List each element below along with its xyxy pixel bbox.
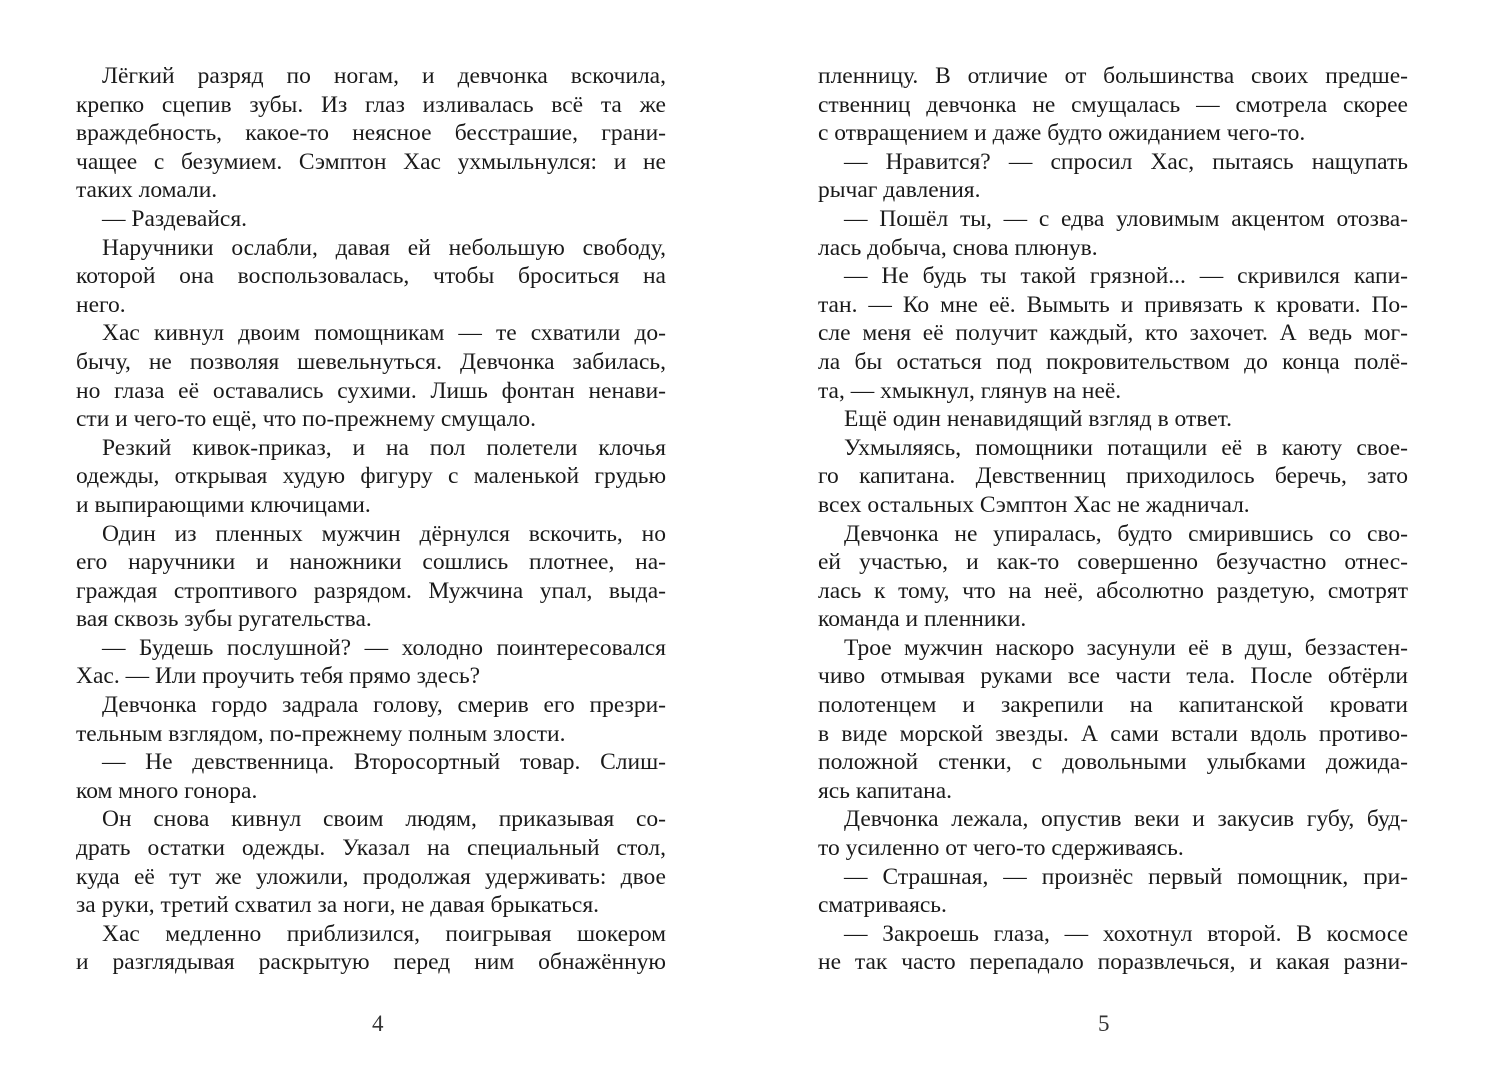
left-page-text (76, 62, 666, 977)
text-line: которой она воспользовалась, чтобы броситься на (76, 263, 666, 290)
text-line: рычаг давления. (818, 177, 981, 204)
text-line: Ухмыляясь, помощники потащили её в каюту свое- (844, 434, 1408, 461)
right-page-text (818, 62, 1408, 977)
text-line: ком много гонора. (76, 777, 258, 804)
text-line: го капитана. Девственниц приходилось беречь, зато (818, 463, 1408, 490)
text-line: ей участью, и как-то совершенно безучастно отнес- (818, 549, 1408, 576)
text-line: команда и пленники. (818, 606, 1027, 633)
text-line: — Пошёл ты, — с едва уловимым акцентом отозва- (844, 205, 1408, 232)
text-line: Он снова кивнул своим людям, приказывая со- (102, 806, 666, 833)
text-line: — Раздевайся. (102, 205, 248, 232)
text-line: Хас. — Или проучить тебя прямо здесь? (76, 663, 481, 690)
text-line: Девчонка лежала, опустив веки и закусив губу, буд- (844, 806, 1408, 833)
text-line: сле меня её получит каждый, кто захочет. А ведь мог- (818, 320, 1408, 347)
text-line: та, — хмыкнул, глянув на неё. (818, 377, 1122, 404)
text-line: — Будешь послушной? — холодно поинтересовался (102, 634, 666, 661)
text-line: бычу, не позволяя шевельнуться. Девчонка забилась, (76, 348, 666, 375)
text-line: Лёгкий разряд по ногам, и девчонка вскочила, (102, 63, 666, 89)
text-line: Девчонка гордо задрала голову, смерив его презри- (102, 692, 666, 719)
text-line: драть остатки одежды. Указал на специальный стол, (76, 835, 666, 862)
text-line: и выпирающими ключицами. (76, 491, 371, 518)
text-line: тельным взглядом, по-прежнему полным злости. (76, 720, 566, 747)
text-line: чиво отмывая руками все части тела. После обтёрли (818, 663, 1408, 690)
text-line: с отвращением и даже будто ожиданием чего-то. (818, 120, 1306, 147)
text-line: полотенцем и закрепили на капитанской кровати (818, 692, 1408, 719)
text-line: одежды, открывая худую фигуру с маленькой грудью (76, 463, 666, 490)
text-line: и разглядывая раскрытую перед ним обнажённую (76, 949, 666, 976)
text-line: не так часто перепадало поразвлечься, и какая разни- (818, 949, 1408, 976)
text-line: — Страшная, — произнёс первый помощник, при- (844, 863, 1408, 890)
page-number-right: 5 (1098, 1011, 1110, 1036)
text-line: куда её тут же уложили, продолжая удерживать: двое (76, 863, 666, 890)
text-line: сматриваясь. (818, 892, 947, 919)
text-line: тан. — Ко мне её. Вымыть и привязать к кровати. По- (818, 291, 1408, 318)
text-line: — Не будь ты такой грязной... — скривился капи- (844, 263, 1408, 290)
text-line: лась к тому, что на неё, абсолютно раздетую, смотрят (818, 577, 1408, 604)
text-line: — Не девственница. Второсортный товар. Слиш- (102, 749, 666, 776)
text-line: вая сквозь зубы ругательства. (76, 606, 372, 633)
page-number-left: 4 (372, 1011, 384, 1036)
text-line: — Закроешь глаза, — хохотнул второй. В космосе (844, 920, 1408, 947)
text-line: Наручники ослабли, давая ей небольшую свободу, (102, 234, 666, 261)
text-line: — Нравится? — спросил Хас, пытаясь нащупать (844, 148, 1408, 175)
text-line: сти и чего-то ещё, что по-прежнему смущало. (76, 406, 536, 433)
text-line: враждебность, какое-то неясное бесстрашие, грани- (76, 120, 666, 147)
text-line: пленницу. В отличие от большинства своих предше- (818, 63, 1408, 89)
text-line: за руки, третий схватил за ноги, не давая брыкаться. (76, 892, 600, 919)
text-line: граждая строптивого разрядом. Мужчина упал, выда- (76, 577, 666, 604)
text-line: ственниц девчонка не смущалась — смотрела скорее (818, 91, 1408, 118)
text-line: Хас медленно приблизился, поигрывая шокером (102, 920, 666, 947)
text-line: ясь капитана. (818, 777, 953, 804)
text-line: в виде морской звезды. А сами встали вдоль противо- (818, 720, 1408, 747)
text-line: то усиленно от чего-то сдерживаясь. (818, 835, 1184, 862)
text-line: таких ломали. (76, 177, 218, 204)
text-line: Ещё один ненавидящий взгляд в ответ. (844, 406, 1233, 433)
text-line: лась добыча, снова плюнув. (818, 234, 1098, 261)
text-line: Девчонка не упиралась, будто смирившись со сво- (844, 520, 1408, 547)
text-line: Один из пленных мужчин дёрнулся вскочить, но (102, 520, 666, 547)
text-line: Резкий кивок-приказ, и на пол полетели клочья (102, 434, 666, 461)
text-line: Трое мужчин наскоро засунули её в душ, беззастен- (844, 634, 1408, 661)
text-line: ла бы остаться под покровительством до конца полё- (818, 348, 1408, 375)
text-line: положной стенки, с довольными улыбками дожида- (818, 749, 1408, 776)
text-line: но глаза её оставались сухими. Лишь фонтан ненави- (76, 377, 666, 404)
text-line: его наручники и наножники сошлись плотнее, на- (76, 549, 666, 576)
text-line: него. (76, 291, 126, 318)
text-line: Хас кивнул двоим помощникам — те схватили до- (102, 320, 666, 347)
text-line: крепко сцепив зубы. Из глаз изливалась всё та же (76, 91, 666, 118)
text-line: чащее с безумием. Сэмптон Хас ухмыльнулся: и не (76, 148, 666, 175)
text-line: всех остальных Сэмптон Хас не жадничал. (818, 491, 1250, 518)
